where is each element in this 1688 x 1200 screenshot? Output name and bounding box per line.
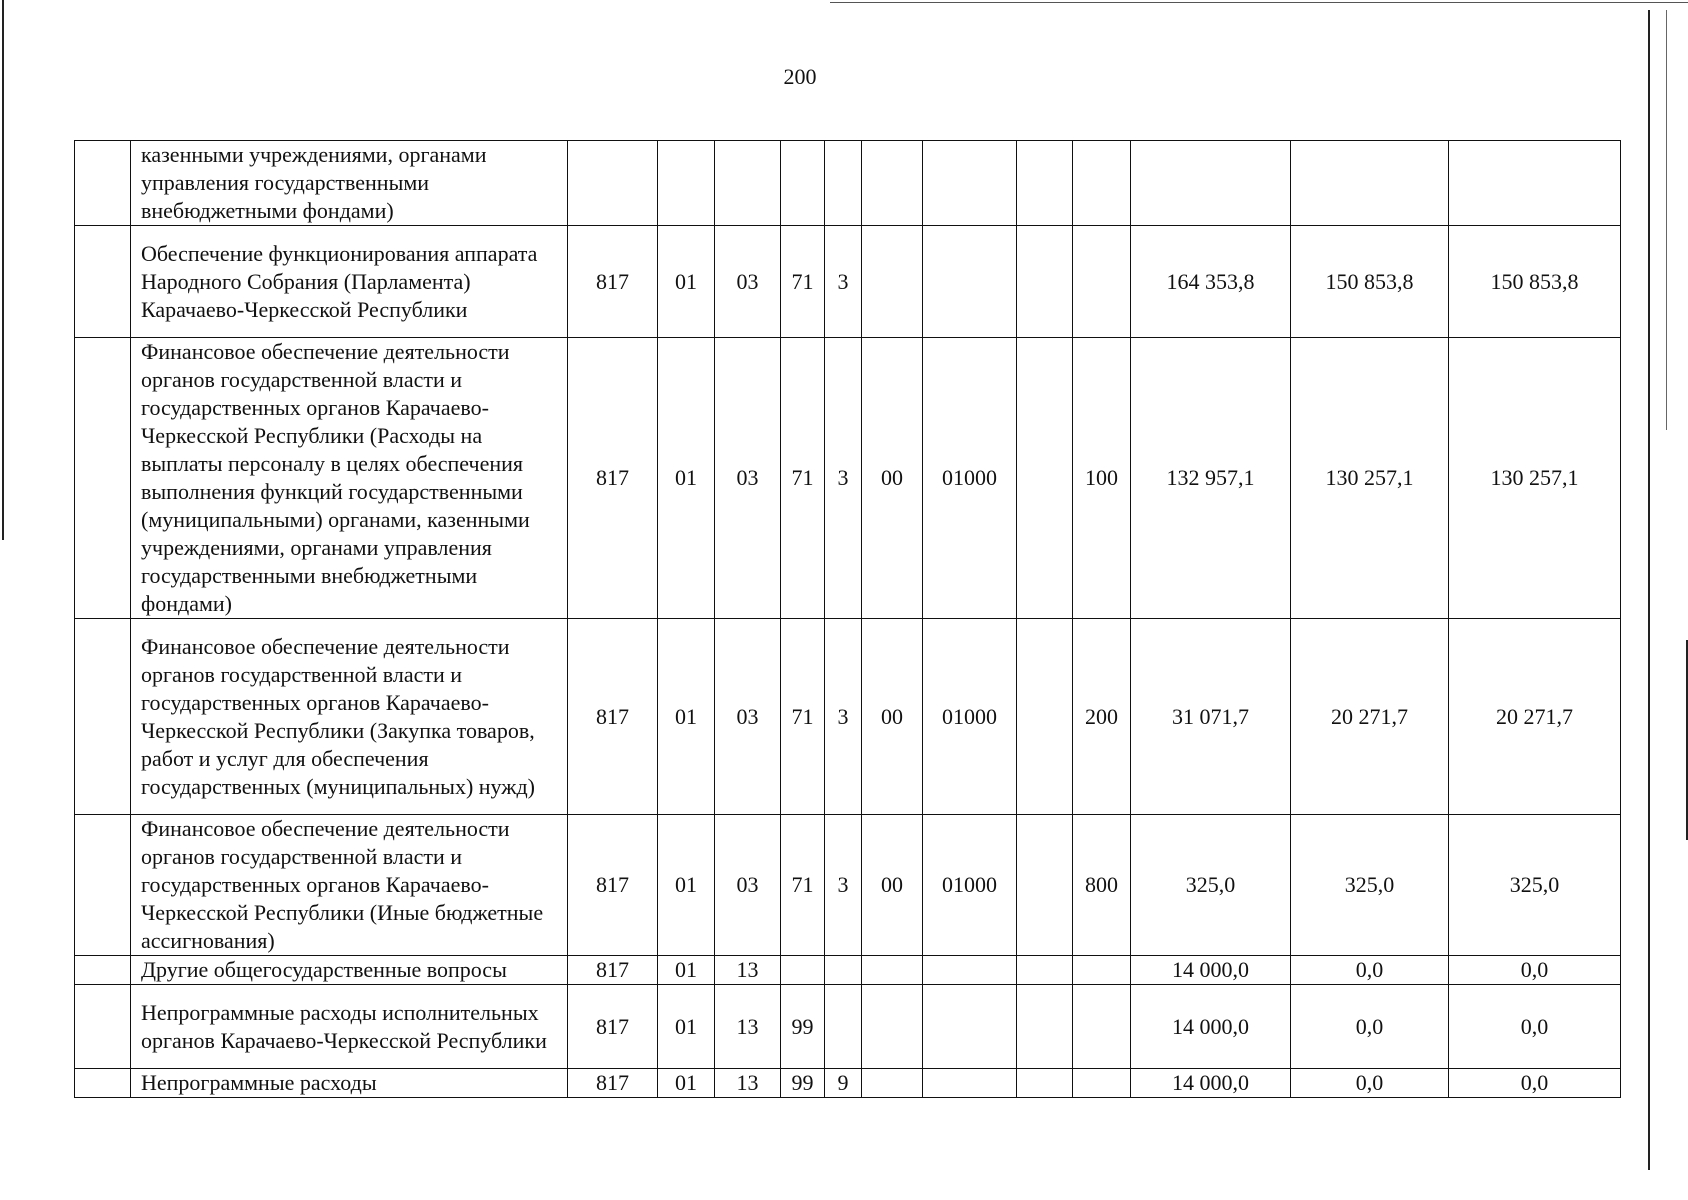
csr-direction-cell: 01000	[923, 619, 1017, 815]
amount-cell-3: 0,0	[1449, 1069, 1621, 1098]
amount-cell-1: 132 957,1	[1131, 338, 1291, 619]
csr-subprogram-cell	[825, 141, 862, 226]
csr-event-cell	[862, 956, 923, 985]
vr-cell	[1073, 985, 1131, 1069]
amount-cell-3: 150 853,8	[1449, 226, 1621, 338]
row-name-cell: Непрограммные расходы	[131, 1069, 568, 1098]
budget-table	[74, 140, 1621, 1098]
amount-cell-2: 150 853,8	[1291, 226, 1449, 338]
csr-extra-cell	[1017, 1069, 1073, 1098]
amount-cell-2: 325,0	[1291, 815, 1449, 956]
table-row	[75, 815, 1621, 956]
ved-cell	[568, 141, 658, 226]
row-number-cell	[75, 956, 131, 985]
table-row	[75, 141, 1621, 226]
row-name-cell: Обеспечение функционирования аппарата Народного Собрания (Парламента) Карачаево-Черкесской Республики	[131, 226, 568, 338]
pr-cell: 13	[715, 956, 781, 985]
csr-event-cell: 00	[862, 338, 923, 619]
csr-program-cell	[781, 956, 825, 985]
pr-cell: 13	[715, 1069, 781, 1098]
csr-direction-cell: 01000	[923, 338, 1017, 619]
csr-extra-cell	[1017, 985, 1073, 1069]
csr-subprogram-cell	[825, 985, 862, 1069]
scan-edge-right	[1648, 10, 1650, 1170]
csr-extra-cell	[1017, 815, 1073, 956]
csr-direction-cell	[923, 985, 1017, 1069]
csr-extra-cell	[1017, 226, 1073, 338]
row-number-cell	[75, 141, 131, 226]
table-row	[75, 956, 1621, 985]
amount-cell-2: 0,0	[1291, 1069, 1449, 1098]
amount-cell-2	[1291, 141, 1449, 226]
csr-direction-cell: 01000	[923, 815, 1017, 956]
rz-cell: 01	[658, 619, 715, 815]
vr-cell	[1073, 141, 1131, 226]
csr-event-cell	[862, 1069, 923, 1098]
amount-cell-1: 14 000,0	[1131, 956, 1291, 985]
pr-cell: 03	[715, 815, 781, 956]
ved-cell: 817	[568, 985, 658, 1069]
rz-cell: 01	[658, 1069, 715, 1098]
pr-cell: 03	[715, 338, 781, 619]
table-row	[75, 619, 1621, 815]
csr-program-cell: 99	[781, 1069, 825, 1098]
csr-event-cell	[862, 141, 923, 226]
ved-cell: 817	[568, 619, 658, 815]
amount-cell-3: 130 257,1	[1449, 338, 1621, 619]
row-name-cell: Финансовое обеспечение деятельности органов государственной власти и государственных органов Карачаево-Черкесской Республики (Закупка товаров, работ и услуг для обеспечения государственных (муниципальных) нужд)	[131, 619, 568, 815]
amount-cell-3: 0,0	[1449, 956, 1621, 985]
rz-cell: 01	[658, 815, 715, 956]
csr-event-cell: 00	[862, 619, 923, 815]
amount-cell-3: 0,0	[1449, 985, 1621, 1069]
amount-cell-1: 164 353,8	[1131, 226, 1291, 338]
vr-cell: 200	[1073, 619, 1131, 815]
table-row	[75, 985, 1621, 1069]
csr-direction-cell	[923, 226, 1017, 338]
row-name-cell: казенными учреждениями, органами управления государственными внебюджетными фондами)	[131, 141, 568, 226]
csr-event-cell	[862, 226, 923, 338]
csr-subprogram-cell: 3	[825, 226, 862, 338]
row-number-cell	[75, 226, 131, 338]
amount-cell-1: 31 071,7	[1131, 619, 1291, 815]
csr-program-cell: 99	[781, 985, 825, 1069]
csr-direction-cell	[923, 141, 1017, 226]
csr-program-cell: 71	[781, 619, 825, 815]
csr-event-cell	[862, 985, 923, 1069]
table-row	[75, 338, 1621, 619]
scan-edge-top	[830, 2, 1688, 3]
row-name-cell: Непрограммные расходы исполнительных органов Карачаево-Черкесской Республики	[131, 985, 568, 1069]
vr-cell: 800	[1073, 815, 1131, 956]
csr-program-cell: 71	[781, 226, 825, 338]
row-number-cell	[75, 1069, 131, 1098]
amount-cell-1	[1131, 141, 1291, 226]
pr-cell: 13	[715, 985, 781, 1069]
amount-cell-3: 325,0	[1449, 815, 1621, 956]
pr-cell	[715, 141, 781, 226]
csr-program-cell: 71	[781, 815, 825, 956]
amount-cell-2: 20 271,7	[1291, 619, 1449, 815]
csr-subprogram-cell: 9	[825, 1069, 862, 1098]
vr-cell: 100	[1073, 338, 1131, 619]
vr-cell	[1073, 956, 1131, 985]
row-number-cell	[75, 815, 131, 956]
table-row	[75, 1069, 1621, 1098]
rz-cell: 01	[658, 956, 715, 985]
row-number-cell	[75, 619, 131, 815]
row-number-cell	[75, 985, 131, 1069]
ved-cell: 817	[568, 956, 658, 985]
csr-subprogram-cell: 3	[825, 338, 862, 619]
rz-cell: 01	[658, 985, 715, 1069]
scan-edge-left	[2, 0, 4, 540]
row-number-cell	[75, 338, 131, 619]
csr-direction-cell	[923, 1069, 1017, 1098]
row-name-cell: Финансовое обеспечение деятельности органов государственной власти и государственных органов Карачаево-Черкесской Республики (Расходы на выплаты персоналу в целях обеспечения выполнения функций государственными (муниципальными) органами, казенными учреждениями, органами управления государственными внебюджетными фондами)	[131, 338, 568, 619]
row-name-cell: Финансовое обеспечение деятельности органов государственной власти и государственных органов Карачаево-Черкесской Республики (Иные бюджетные ассигнования)	[131, 815, 568, 956]
vr-cell	[1073, 1069, 1131, 1098]
amount-cell-3: 20 271,7	[1449, 619, 1621, 815]
csr-direction-cell	[923, 956, 1017, 985]
csr-program-cell	[781, 141, 825, 226]
amount-cell-1: 325,0	[1131, 815, 1291, 956]
csr-subprogram-cell: 3	[825, 619, 862, 815]
csr-extra-cell	[1017, 956, 1073, 985]
amount-cell-1: 14 000,0	[1131, 985, 1291, 1069]
rz-cell: 01	[658, 226, 715, 338]
csr-event-cell: 00	[862, 815, 923, 956]
ved-cell: 817	[568, 815, 658, 956]
amount-cell-2: 0,0	[1291, 985, 1449, 1069]
ved-cell: 817	[568, 1069, 658, 1098]
csr-program-cell: 71	[781, 338, 825, 619]
scan-edge-right-inner	[1666, 10, 1667, 430]
csr-extra-cell	[1017, 141, 1073, 226]
vr-cell	[1073, 226, 1131, 338]
table-row	[75, 226, 1621, 338]
rz-cell: 01	[658, 338, 715, 619]
pr-cell: 03	[715, 226, 781, 338]
csr-subprogram-cell: 3	[825, 815, 862, 956]
ved-cell: 817	[568, 226, 658, 338]
amount-cell-2: 130 257,1	[1291, 338, 1449, 619]
amount-cell-2: 0,0	[1291, 956, 1449, 985]
csr-extra-cell	[1017, 338, 1073, 619]
row-name-cell: Другие общегосударственные вопросы	[131, 956, 568, 985]
csr-extra-cell	[1017, 619, 1073, 815]
amount-cell-1: 14 000,0	[1131, 1069, 1291, 1098]
ved-cell: 817	[568, 338, 658, 619]
page-number: 200	[783, 64, 817, 89]
rz-cell	[658, 141, 715, 226]
pr-cell: 03	[715, 619, 781, 815]
csr-subprogram-cell	[825, 956, 862, 985]
amount-cell-3	[1449, 141, 1621, 226]
